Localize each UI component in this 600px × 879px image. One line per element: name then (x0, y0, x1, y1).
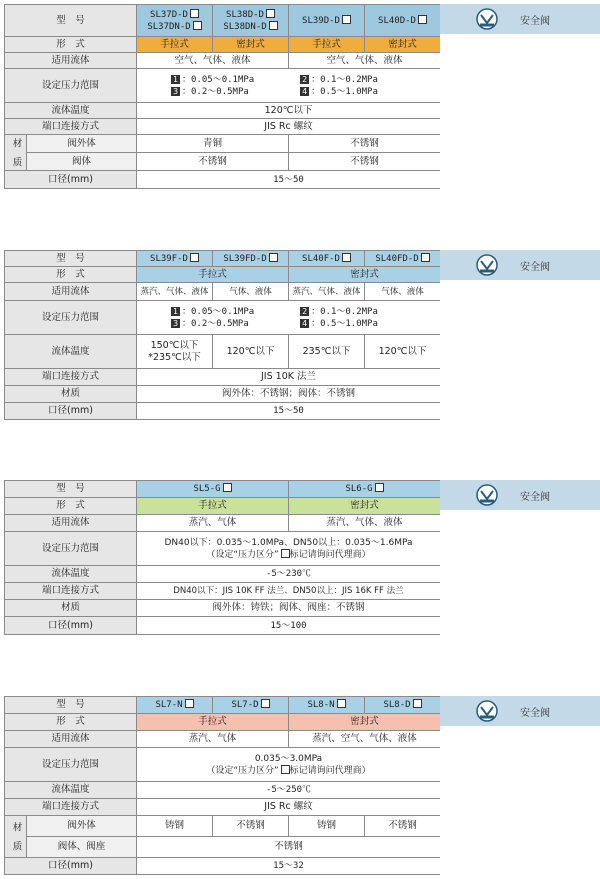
checkbox-square-icon (342, 253, 351, 262)
title-bar (440, 696, 600, 726)
form-cell: 手拉式 (137, 714, 289, 731)
model-cell: SL7-N (137, 697, 213, 714)
image-area (440, 280, 600, 430)
side-panel (440, 696, 600, 876)
form-cell: 密封式 (365, 37, 441, 53)
pressure-cell: 0.035～3.0MPa （设定“压力区分” 标记请询问代理商） (137, 748, 441, 782)
table-row (5, 369, 441, 386)
checkbox-square-icon (266, 9, 275, 18)
model-cell: SL5-G (137, 481, 289, 498)
material-label: 材质 (5, 600, 137, 617)
model-cell: SL40F-D (289, 251, 365, 267)
table-row (5, 697, 441, 714)
model-cell: SL38D-D SL38DN-D (213, 5, 289, 37)
fluid-cell: 蒸汽、空气、气体、液体 (289, 731, 441, 748)
number-box-icon: 3 (172, 318, 179, 328)
fluid-label: 适用流体 (5, 283, 137, 301)
fluid-label: 适用流体 (5, 515, 137, 532)
dia-cell: 15～50 (137, 403, 441, 420)
table-row (5, 617, 441, 635)
table-row (5, 153, 441, 171)
spec-block-4 (4, 696, 600, 876)
table-row (5, 566, 441, 583)
spec-block-3 (4, 480, 600, 642)
number-box-icon: 4 (302, 318, 308, 328)
dia-label: 口径(mm) (5, 403, 137, 420)
model-cell: SL40FD-D (365, 251, 441, 267)
temp-label: 流体温度 (5, 566, 137, 583)
form-cell: 手拉式 (289, 37, 365, 53)
side-panel (440, 250, 600, 430)
conn-cell: JIS 10K 法兰 (137, 369, 441, 386)
material-label: 材 质 (5, 816, 27, 858)
conn-cell: JIS Rc 螺纹 (137, 119, 441, 135)
checkbox-square-icon (190, 253, 199, 262)
checkbox-square-icon (281, 765, 290, 774)
checkbox-square-icon (421, 253, 430, 262)
temp-cell: 120℃以下 (213, 335, 289, 369)
number-box-icon: 2 (302, 306, 308, 316)
model-label: 型 号 (5, 697, 137, 714)
form-cell: 密封式 (289, 714, 441, 731)
table-row (5, 858, 441, 875)
table-row (5, 731, 441, 748)
spec-table-2 (4, 250, 441, 420)
model-cell: SL6-G (289, 481, 441, 498)
table-row (5, 600, 441, 617)
form-label: 形 式 (5, 37, 137, 53)
temp-label: 流体温度 (5, 782, 137, 799)
conn-label: 端口连接方式 (5, 799, 137, 816)
conn-cell: DN40以下：JIS 10K FF 法兰、DN50以上：JIS 16K FF 法兰 (137, 583, 441, 600)
table-row (5, 53, 441, 69)
table-row (5, 301, 441, 335)
table-row (5, 583, 441, 600)
spec-table-3 (4, 480, 441, 635)
pressure-cell: 1 ：0.05～0.1MPa 2 ：0.1～0.2MPa 3 ：0.2～0.5MPa 4 ：0.5～1.0MPa (137, 301, 441, 335)
body-cell: 不锈钢 (365, 816, 441, 837)
fluid-label: 适用流体 (5, 731, 137, 748)
number-box-icon: 2 (302, 74, 308, 84)
dia-label: 口径(mm) (5, 171, 137, 189)
body-cell: 铸钢 (289, 816, 365, 837)
table-row (5, 532, 441, 566)
dia-label: 口径(mm) (5, 617, 137, 635)
temp-cell: 150℃以下 *235℃以下 (137, 335, 213, 369)
venn-logo-icon (476, 484, 498, 506)
table-row (5, 403, 441, 420)
model-cell: SL40D-D (365, 5, 441, 37)
seat-cell: 不锈钢 (137, 153, 289, 171)
temp-cell: 120℃以下 (137, 103, 441, 119)
fluid-cell: 蒸汽、气体 (137, 515, 289, 532)
table-row (5, 498, 441, 515)
image-area (440, 34, 600, 200)
side-panel (440, 4, 600, 200)
table-row (5, 799, 441, 816)
number-box-icon: 1 (172, 306, 179, 316)
temp-cell: -5～230℃ (137, 566, 441, 583)
body-cell: 不锈钢 (213, 816, 289, 837)
model-label: 型 号 (5, 5, 137, 37)
fluid-cell: 空气、气体、液体 (137, 53, 289, 69)
body-label: 阀外体 (27, 816, 137, 837)
table-row (5, 5, 441, 37)
venn-logo-icon (476, 700, 498, 722)
pressure-label: 设定压力范围 (5, 301, 137, 335)
body-cell: 青铜 (137, 135, 289, 153)
table-row (5, 171, 441, 189)
table-row (5, 119, 441, 135)
form-cell: 手拉式 (137, 498, 289, 515)
table-row (5, 782, 441, 799)
seat-cell: 不锈钢 (289, 153, 441, 171)
checkbox-square-icon (418, 15, 427, 24)
table-row (5, 283, 441, 301)
pressure-cell: 1 ：0.05～0.1MPa 2 ：0.1～0.2MPa 3 ：0.2～0.5MPa 4 ：0.5～1.0MPa (137, 69, 441, 103)
table-row (5, 816, 441, 837)
checkbox-square-icon (193, 21, 202, 30)
checkbox-square-icon (281, 549, 290, 558)
conn-label: 端口连接方式 (5, 369, 137, 386)
seat-label: 阀体 (27, 153, 137, 171)
material-cell: 阀外体：不锈钢；阀体：不锈钢 (137, 386, 441, 403)
table-row (5, 37, 441, 53)
spec-table-1 (4, 4, 441, 189)
image-area (440, 510, 600, 642)
checkbox-square-icon (185, 699, 194, 708)
form-label: 形 式 (5, 267, 137, 283)
dia-cell: 15～100 (137, 617, 441, 635)
title-bar (440, 4, 600, 34)
model-cell: SL8-D (365, 697, 441, 714)
pressure-label: 设定压力范围 (5, 69, 137, 103)
table-row (5, 267, 441, 283)
dia-cell: 15～32 (137, 858, 441, 875)
model-cell: SL37D-D SL37DN-D (137, 5, 213, 37)
form-cell: 密封式 (289, 267, 441, 283)
model-cell: SL39F-D (137, 251, 213, 267)
dia-label: 口径(mm) (5, 858, 137, 875)
spec-block-1 (4, 4, 600, 200)
checkbox-square-icon (413, 699, 422, 708)
side-panel (440, 480, 600, 642)
fluid-cell: 蒸汽、气体、液体 (289, 515, 441, 532)
table-row (5, 481, 441, 498)
form-cell: 手拉式 (137, 267, 289, 283)
model-cell: SL7-D (213, 697, 289, 714)
fluid-label: 适用流体 (5, 53, 137, 69)
checkbox-square-icon (375, 483, 384, 492)
fluid-cell: 空气、气体、液体 (289, 53, 441, 69)
conn-label: 端口连接方式 (5, 583, 137, 600)
model-cell: SL8-N (289, 697, 365, 714)
fluid-cell: 蒸汽、气体、液体 (137, 283, 213, 301)
product-title: 安全阀 (520, 708, 550, 719)
checkbox-square-icon (223, 483, 232, 492)
temp-cell: 235℃以下 (289, 335, 365, 369)
model-label: 型 号 (5, 251, 137, 267)
venn-logo-icon (476, 8, 498, 30)
fluid-cell: 气体、液体 (213, 283, 289, 301)
table-row (5, 69, 441, 103)
pressure-label: 设定压力范围 (5, 748, 137, 782)
dia-cell: 15～50 (137, 171, 441, 189)
table-row (5, 748, 441, 782)
image-area (440, 726, 600, 876)
spec-block-2 (4, 250, 600, 430)
checkbox-square-icon (337, 699, 346, 708)
table-row (5, 714, 441, 731)
checkbox-square-icon (190, 9, 199, 18)
temp-cell: 120℃以下 (365, 335, 441, 369)
table-row (5, 135, 441, 153)
fluid-cell: 蒸汽、气体 (137, 731, 289, 748)
pressure-cell: DN40以下：0.035～1.0MPa、DN50以上：0.035～1.6MPa （设定“压力区分” 标记请询问代理商） (137, 532, 441, 566)
title-bar (440, 250, 600, 280)
pressure-label: 设定压力范围 (5, 532, 137, 566)
product-title: 安全阀 (520, 262, 550, 273)
form-cell: 密封式 (289, 498, 441, 515)
spec-table-4 (4, 696, 441, 875)
form-cell: 密封式 (213, 37, 289, 53)
temp-label: 流体温度 (5, 103, 137, 119)
checkbox-square-icon (342, 15, 351, 24)
body-label: 阀外体 (27, 135, 137, 153)
checkbox-square-icon (269, 21, 278, 30)
form-cell: 手拉式 (137, 37, 213, 53)
fluid-cell: 蒸汽、气体、液体 (289, 283, 365, 301)
temp-cell: -5～250℃ (137, 782, 441, 799)
venn-logo-icon (476, 254, 498, 276)
product-title: 安全阀 (520, 16, 550, 27)
material-label: 材 质 (5, 135, 27, 171)
material-cell: 阀外体：铸铁；阀体、阀座：不锈钢 (137, 600, 441, 617)
model-label: 型 号 (5, 481, 137, 498)
table-row (5, 103, 441, 119)
checkbox-square-icon (269, 253, 278, 262)
number-box-icon: 1 (172, 74, 179, 84)
table-row (5, 515, 441, 532)
title-bar (440, 480, 600, 510)
product-title: 安全阀 (520, 492, 550, 503)
body-cell: 不锈钢 (289, 135, 441, 153)
number-box-icon: 4 (302, 86, 308, 96)
table-row (5, 335, 441, 369)
seat-label: 阀体、阀座 (27, 837, 137, 858)
table-row (5, 837, 441, 858)
conn-cell: JIS Rc 螺纹 (137, 799, 441, 816)
temp-label: 流体温度 (5, 335, 137, 369)
number-box-icon: 3 (172, 86, 179, 96)
checkbox-square-icon (261, 699, 270, 708)
model-cell: SL39FD-D (213, 251, 289, 267)
body-cell: 铸钢 (137, 816, 213, 837)
seat-cell: 不锈钢 (137, 837, 441, 858)
table-row (5, 251, 441, 267)
conn-label: 端口连接方式 (5, 119, 137, 135)
form-label: 形 式 (5, 714, 137, 731)
material-label: 材质 (5, 386, 137, 403)
model-cell: SL39D-D (289, 5, 365, 37)
table-row (5, 386, 441, 403)
form-label: 形 式 (5, 498, 137, 515)
fluid-cell: 气体、液体 (365, 283, 441, 301)
